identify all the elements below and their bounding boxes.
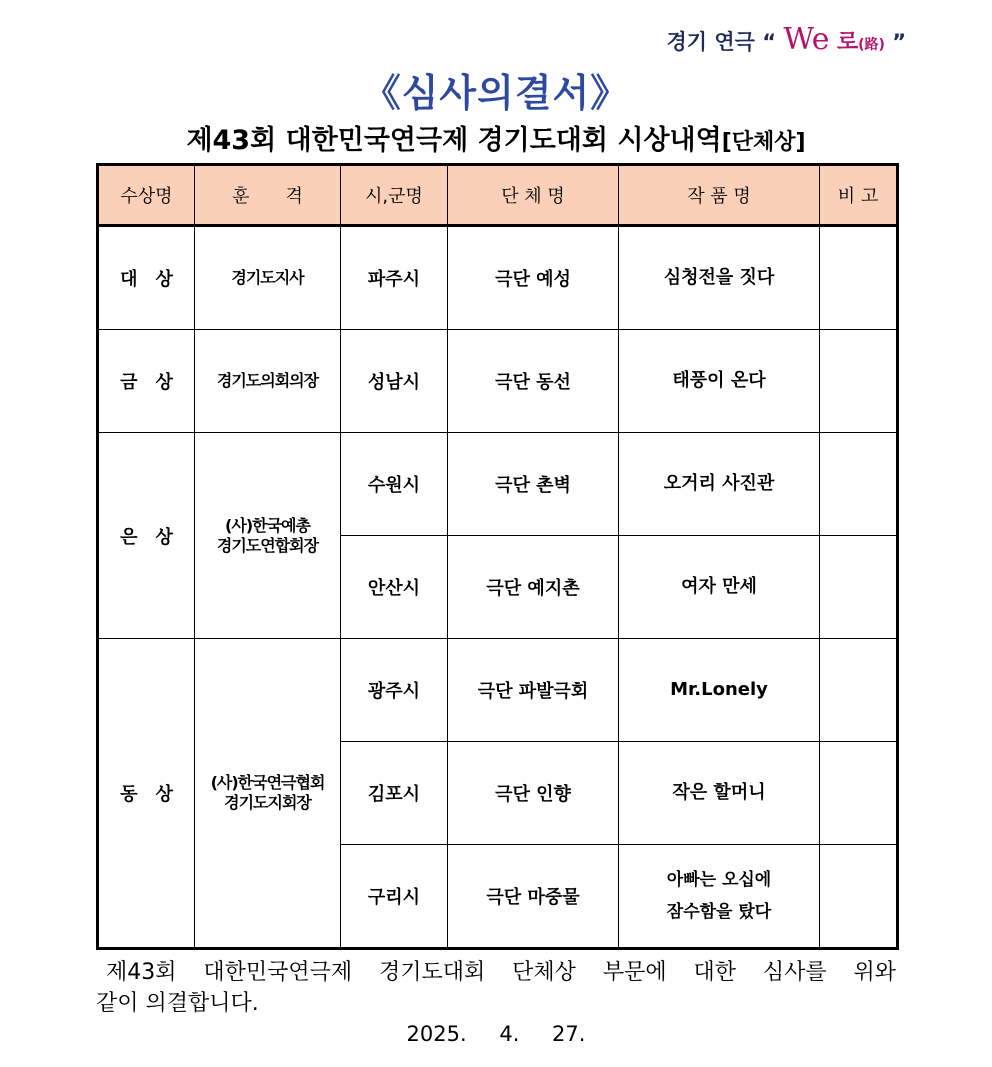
troupe-name: 극단 동선 — [448, 330, 619, 433]
slogan — [666, 22, 906, 57]
header-award: 수상명 — [98, 165, 195, 226]
work-title: 작은 할머니 — [619, 742, 820, 845]
document-date: 2025. 4. 27. — [406, 1022, 586, 1046]
honor-line: (사)한국연극협회 — [210, 773, 325, 792]
note-cell — [820, 639, 898, 742]
honor-line: 경기도연합회장 — [216, 535, 319, 555]
header-work: 작 품 명 — [619, 165, 820, 226]
resolution-line-2: 같이 의결합니다. — [96, 991, 259, 1016]
awards-table — [96, 163, 899, 950]
troupe-name: 극단 인향 — [448, 742, 619, 845]
work-title — [619, 845, 820, 949]
work-title-line: 잠수함을 탔다 — [666, 902, 772, 922]
work-title: 심청전을 짓다 — [619, 226, 820, 330]
award-honor: 경기도의회의장 — [195, 330, 341, 433]
award-name: 금 상 — [98, 330, 195, 433]
work-title: Mr.Lonely — [619, 639, 820, 742]
city-name: 구리시 — [341, 845, 448, 949]
note-cell — [820, 226, 898, 330]
note-cell — [820, 536, 898, 639]
troupe-name: 극단 파발극회 — [448, 639, 619, 742]
award-name: 은 상 — [98, 433, 195, 639]
note-cell — [820, 742, 898, 845]
work-title: 여자 만세 — [619, 536, 820, 639]
resolution-line-1: 제43회 대한민국연극제 경기도대회 단체상 부문에 대한 심사를 위와 — [106, 960, 896, 985]
city-name: 수원시 — [341, 433, 448, 536]
header-note: 비 고 — [820, 165, 898, 226]
subtitle-bracket: [단체상] — [721, 130, 806, 155]
award-honor — [195, 433, 341, 639]
honor-line: (사)한국예총 — [225, 515, 310, 535]
award-honor: 경기도지사 — [195, 226, 341, 330]
award-honor — [195, 639, 341, 949]
troupe-name: 극단 촌벽 — [448, 433, 619, 536]
city-name: 성남시 — [341, 330, 448, 433]
troupe-name: 극단 마중물 — [448, 845, 619, 949]
resolution-text — [96, 957, 896, 1019]
header-troupe: 단 체 명 — [448, 165, 619, 226]
honor-line: 경기도지회장 — [224, 793, 311, 812]
work-title: 태풍이 온다 — [619, 330, 820, 433]
city-name: 안산시 — [341, 536, 448, 639]
award-name: 동 상 — [98, 639, 195, 949]
troupe-name: 극단 예성 — [448, 226, 619, 330]
award-name: 대 상 — [98, 226, 195, 330]
city-name: 광주시 — [341, 639, 448, 742]
city-name: 파주시 — [341, 226, 448, 330]
document-subtitle — [0, 118, 992, 157]
work-title: 오거리 사진관 — [619, 433, 820, 536]
note-cell — [820, 330, 898, 433]
table-row — [98, 639, 898, 742]
table-row — [98, 226, 898, 330]
city-name: 김포시 — [341, 742, 448, 845]
table-header-row — [98, 165, 898, 226]
table-row — [98, 330, 898, 433]
troupe-name: 극단 예지촌 — [448, 536, 619, 639]
document-title: 《심사의결서》 — [362, 71, 630, 115]
subtitle-main: 제43회 대한민국연극제 경기도대회 시상내역 — [186, 125, 722, 156]
table-row — [98, 433, 898, 536]
work-title-line: 아빠는 오십에 — [666, 870, 772, 890]
header-city: 시,군명 — [341, 165, 448, 226]
slogan-suffix: ” — [892, 30, 906, 54]
slogan-we: We — [783, 22, 830, 57]
note-cell — [820, 433, 898, 536]
header-honor: 훈 격 — [195, 165, 341, 226]
slogan-ro: 로 — [836, 30, 859, 55]
slogan-prefix: 경기 연극 “ — [666, 30, 777, 54]
slogan-paren: (路) — [858, 37, 885, 53]
note-cell — [820, 845, 898, 949]
